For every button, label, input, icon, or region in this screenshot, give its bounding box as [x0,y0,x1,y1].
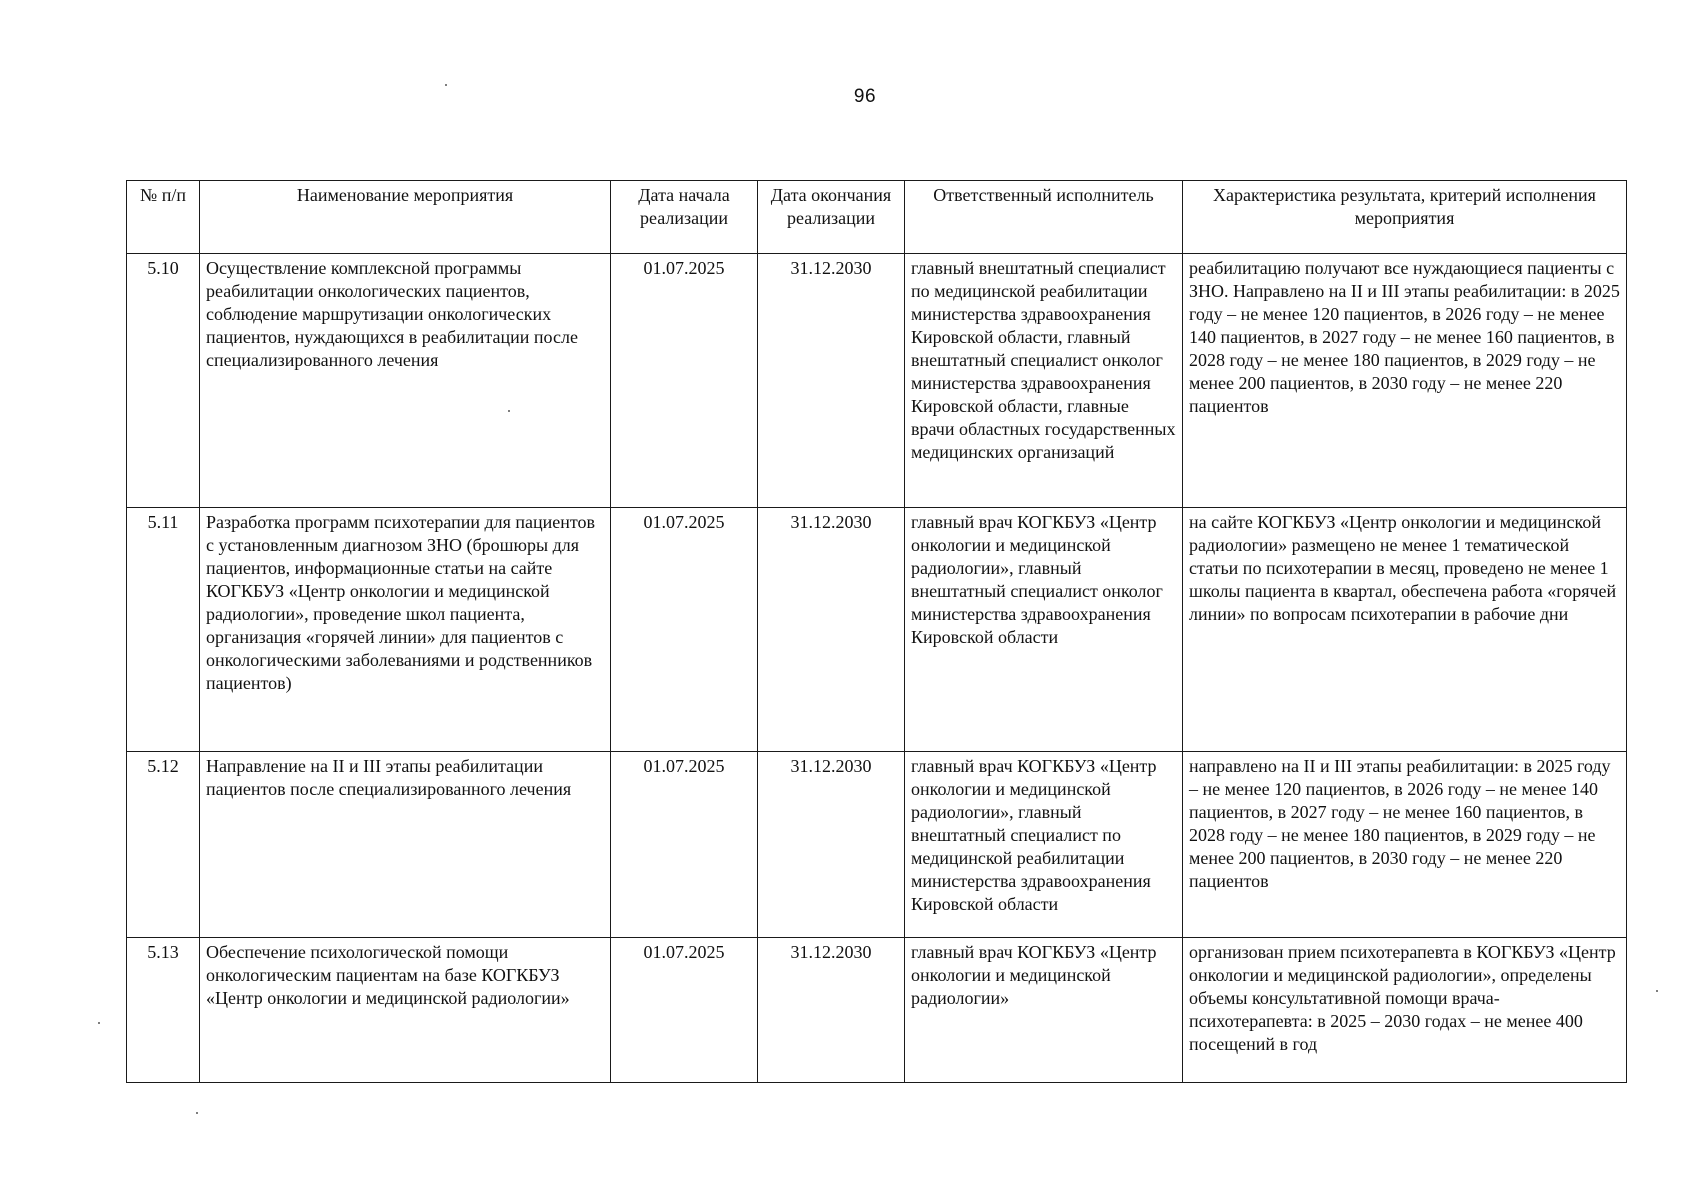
row-start-date: 01.07.2025 [611,938,758,1083]
row-num: 5.12 [127,752,200,938]
table-row [127,752,1627,938]
row-end-date: 31.12.2030 [758,752,905,938]
row-name: Осуществление комплексной программы реабилитации онкологических пациентов, соблюдение маршрутизации онкологических пациентов, нуждающихся в реабилитации после специализированного лечения [200,254,611,508]
row-responsible: главный врач КОГКБУЗ «Центр онкологии и медицинской радиологии», главный внештатный специалист онколог министерства здравоохранения Кировской области [905,508,1183,752]
row-end-date: 31.12.2030 [758,508,905,752]
row-responsible: главный внештатный специалист по медицинской реабилитации министерства здравоохранения Кировской области, главный внештатный специалист онколог министерства здравоохранения Кировской области, главные врачи областных государственных медицинских организаций [905,254,1183,508]
row-responsible: главный врач КОГКБУЗ «Центр онкологии и медицинской радиологии» [905,938,1183,1083]
header-name: Наименование мероприятия [200,181,611,254]
row-name: Разработка программ психотерапии для пациентов с установленным диагнозом ЗНО (брошюры для пациентов, информационные статьи на сайте КОГКБУЗ «Центр онкологии и медицинской радиологии», проведение школ пациента, организация «горячей линии» для пациентов с онкологическими заболеваниями и родственников пациентов) [200,508,611,752]
row-end-date: 31.12.2030 [758,254,905,508]
table-row [127,938,1627,1083]
table-row [127,508,1627,752]
header-num: № п/п [127,181,200,254]
row-start-date: 01.07.2025 [611,254,758,508]
row-result: направлено на II и III этапы реабилитации: в 2025 году – не менее 120 пациентов, в 2026 году – не менее 140 пациентов, в 2027 году – не менее 160 пациентов, в 2028 году – не менее 180 пациентов, в 2029 году – не менее 200 пациентов, в 2030 году – не менее 220 пациентов [1183,752,1627,938]
header-result: Характеристика результата, критерий исполнения мероприятия [1183,181,1627,254]
scan-speck [508,410,510,412]
row-num: 5.11 [127,508,200,752]
row-start-date: 01.07.2025 [611,752,758,938]
header-start-date: Дата начала реализации [611,181,758,254]
header-responsible: Ответственный исполнитель [905,181,1183,254]
row-name: Обеспечение психологической помощи онкологическим пациентам на базе КОГКБУЗ «Центр онкологии и медицинской радиологии» [200,938,611,1083]
table-header-row [127,181,1627,254]
page-number: 96 [853,86,877,107]
row-end-date: 31.12.2030 [758,938,905,1083]
table-row [127,254,1627,508]
row-num: 5.10 [127,254,200,508]
row-start-date: 01.07.2025 [611,508,758,752]
row-result: на сайте КОГКБУЗ «Центр онкологии и медицинской радиологии» размещено не менее 1 тематической статьи по психотерапии в месяц, проведено не менее 1 школы пациента в квартал, обеспечена работа «горячей линии» по вопросам психотерапии в рабочие дни [1183,508,1627,752]
measures-table [126,180,1627,1083]
row-name: Направление на II и III этапы реабилитации пациентов после специализированного лечения [200,752,611,938]
scan-speck [98,1022,100,1024]
scan-speck [445,84,447,86]
row-result: организован прием психотерапевта в КОГКБУЗ «Центр онкологии и медицинской радиологии», определены объемы консультативной помощи врача-психотерапевта: в 2025 – 2030 годах – не менее 400 посещений в год [1183,938,1627,1083]
row-num: 5.13 [127,938,200,1083]
row-result: реабилитацию получают все нуждающиеся пациенты с ЗНО. Направлено на II и III этапы реабилитации: в 2025 году – не менее 120 пациентов, в 2026 году – не менее 140 пациентов, в 2027 году – не менее 160 пациентов, в 2028 году – не менее 180 пациентов, в 2029 году – не менее 200 пациентов, в 2030 году – не менее 220 пациентов [1183,254,1627,508]
row-responsible: главный врач КОГКБУЗ «Центр онкологии и медицинской радиологии», главный внештатный специалист по медицинской реабилитации министерства здравоохранения Кировской области [905,752,1183,938]
scan-speck [1656,990,1658,992]
scan-speck [196,1112,198,1114]
header-end-date: Дата окончания реализации [758,181,905,254]
